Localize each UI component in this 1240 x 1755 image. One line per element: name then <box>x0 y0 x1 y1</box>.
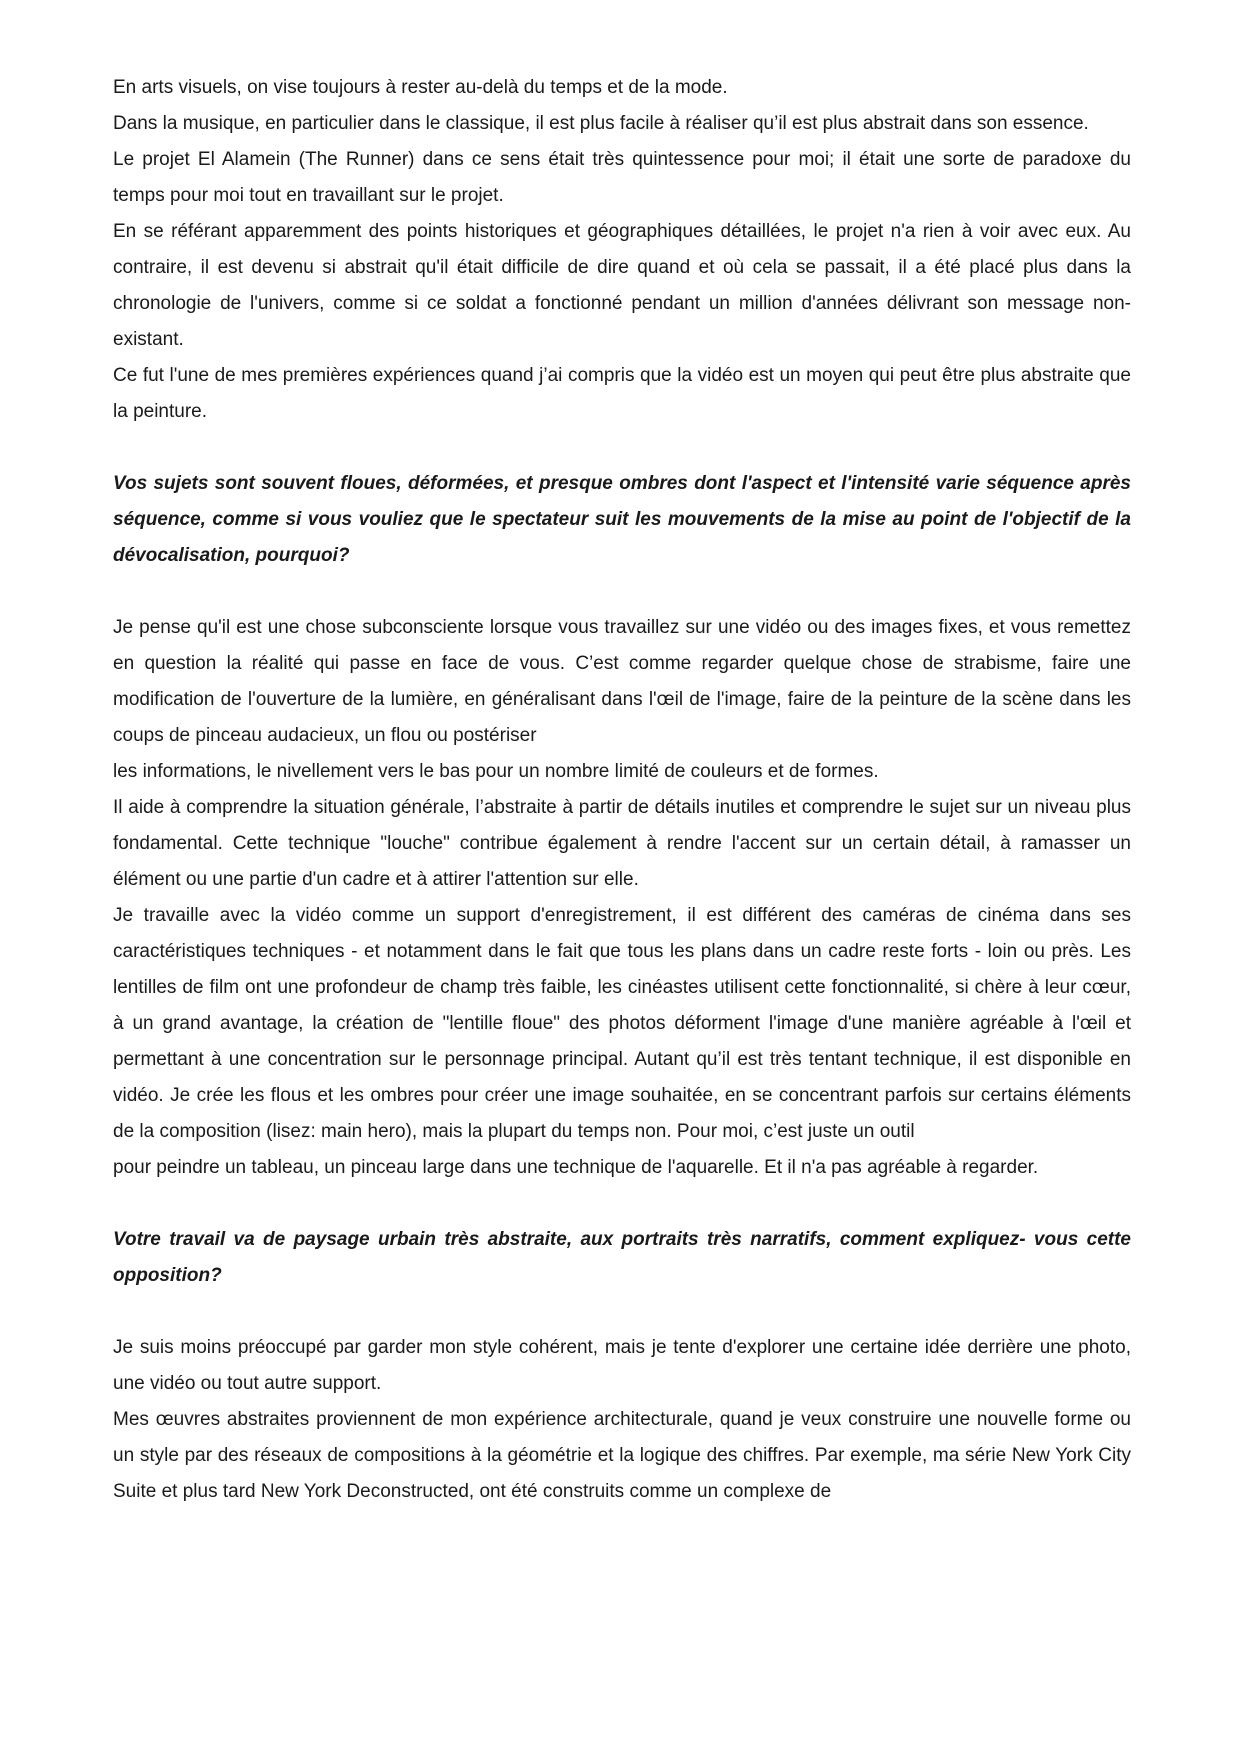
interview-question: Votre travail va de paysage urbain très abstraite, aux portraits très narratifs, comment expliquez- vous cette opposition? <box>113 1229 1131 1286</box>
spacer <box>113 430 1131 466</box>
spacer <box>113 1186 1131 1222</box>
paragraph: Je travaille avec la vidéo comme un support d'enregistrement, il est différent des caméras de cinéma dans ses caractéristiques techniques - et notamment dans le fait que tous les plans dans un cadre reste forts - loin ou près. Les lentilles de film ont une profondeur de champ très faible, les cinéastes utilisent cette fonctionnalité, si chère à leur cœur, à un grand avantage, la création de "lentille floue" des photos déforment l'image d'une manière agréable à l'œil et permettant à une concentration sur le personnage principal. Autant qu’il est très tentant technique, il est disponible en vidéo. Je crée les flous et les ombres pour créer une image souhaitée, en se concentrant parfois sur certains éléments de la composition (lisez: main hero), mais la plupart du temps non. Pour moi, c’est juste un outil <box>113 905 1131 1142</box>
paragraph: En se référant apparemment des points historiques et géographiques détaillées, le projet n'a rien à voir avec eux. Au contraire, il est devenu si abstrait qu'il était difficile de dire quand et où cela se passait, il a été placé plus dans la chronologie de l'univers, comme si ce soldat a fonctionné pendant un million d'années délivrant son message non-existant. <box>113 221 1131 350</box>
paragraph: Je pense qu'il est une chose subconsciente lorsque vous travaillez sur une vidéo ou des images fixes, et vous remettez en question la réalité qui passe en face de vous. C’est comme regarder quelque chose de strabisme, faire une modification de l'ouverture de la lumière, en généralisant dans l'œil de l'image, faire de la peinture de la scène dans les coups de pinceau audacieux, un flou ou postériser <box>113 617 1131 746</box>
paragraph: Dans la musique, en particulier dans le classique, il est plus facile à réaliser qu’il est plus abstrait dans son essence. <box>113 113 1089 134</box>
paragraph: les informations, le nivellement vers le bas pour un nombre limité de couleurs et de formes. <box>113 761 879 782</box>
paragraph: Le projet El Alamein (The Runner) dans ce sens était très quintessence pour moi; il était une sorte de paradoxe du temps pour moi tout en travaillant sur le projet. <box>113 149 1131 206</box>
spacer <box>113 574 1131 610</box>
paragraph: Je suis moins préoccupé par garder mon style cohérent, mais je tente d'explorer une certaine idée derrière une photo, une vidéo ou tout autre support. <box>113 1337 1131 1394</box>
interview-question: Vos sujets sont souvent floues, déformées, et presque ombres dont l'aspect et l'intensité varie séquence après séquence, comme si vous vouliez que le spectateur suit les mouvements de la mise au point de l'objectif de la dévocalisation, pourquoi? <box>113 473 1131 566</box>
paragraph: Ce fut l'une de mes premières expériences quand j’ai compris que la vidéo est un moyen qui peut être plus abstraite que la peinture. <box>113 365 1131 422</box>
document-page <box>113 70 1131 1510</box>
paragraph: pour peindre un tableau, un pinceau large dans une technique de l'aquarelle. Et il n'a pas agréable à regarder. <box>113 1157 1039 1178</box>
spacer <box>113 1294 1131 1330</box>
paragraph: Il aide à comprendre la situation générale, l’abstraite à partir de détails inutiles et comprendre le sujet sur un niveau plus fondamental. Cette technique "louche" contribue également à rendre l'accent sur un certain détail, à ramasser un élément ou une partie d'un cadre et à attirer l'attention sur elle. <box>113 797 1131 890</box>
paragraph: Mes œuvres abstraites proviennent de mon expérience architecturale, quand je veux construire une nouvelle forme ou un style par des réseaux de compositions à la géométrie et la logique des chiffres. Par exemple, ma série New York City Suite et plus tard New York Deconstructed, ont été construits comme un complexe de <box>113 1409 1131 1502</box>
paragraph: En arts visuels, on vise toujours à rester au-delà du temps et de la mode. <box>113 77 728 98</box>
